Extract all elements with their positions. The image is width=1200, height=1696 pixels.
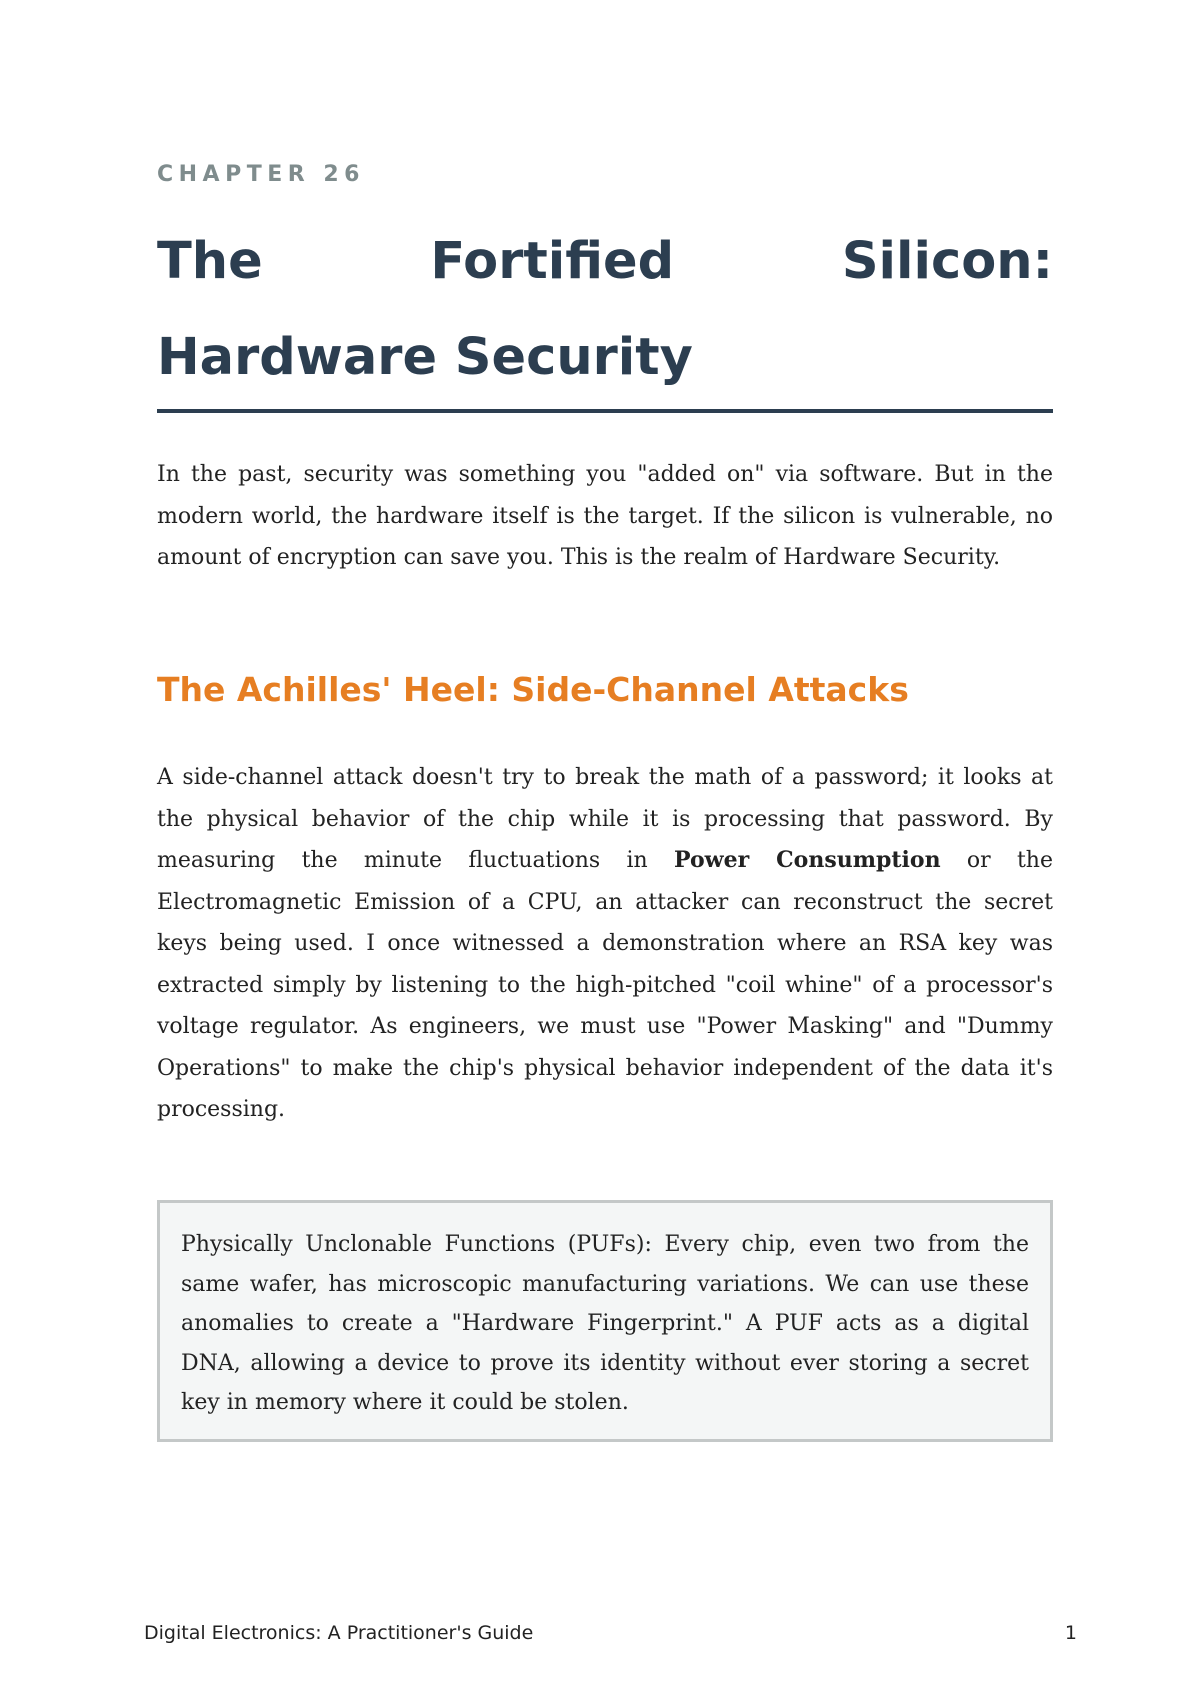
section-paragraph-bold: Power Consumption [674, 847, 941, 873]
section-paragraph [157, 757, 1053, 1131]
section-heading: The Achilles' Heel: Side-Channel Attacks [157, 670, 909, 709]
title-divider [157, 409, 1053, 413]
chapter-title [157, 214, 1053, 406]
page-number: 1 [1064, 1622, 1077, 1644]
chapter-title-word: The [157, 232, 263, 291]
callout-text: Physically Unclonable Functions (PUFs): Every chip, even two from the same wafer, has microscopic manufacturing variations. We can use these anomalies to create a "Hardware Fingerprint." A PUF acts as a digital DNA, allowing a device to prove its identity without ever storing a secret key in memory where it could be stolen. [181, 1232, 1029, 1415]
section-paragraph-text: A side-channel attack doesn't try to break the math of a password; it looks at the physical behavior of the chip while it is processing that password. By measuring the minute fluctuations in [157, 765, 1053, 873]
section-paragraph-text: or the Electromagnetic Emission of a CPU, an attacker can reconstruct the secret keys being used. I once witnessed a demonstration where an RSA key was extracted simply by listening to the high-pitched "coil whine" of a processor's voltage regulator. As engineers, we must use "Power Masking" and "Dummy Operations" to make the chip's physical behavior independent of the data it's processing. [157, 848, 1053, 1122]
footer-book-title: Digital Electronics: A Practitioner's Guide [144, 1622, 534, 1644]
chapter-title-word: Silicon: [841, 232, 1053, 291]
chapter-title-word: Fortified [430, 232, 675, 291]
callout-box [157, 1200, 1053, 1442]
intro-paragraph: In the past, security was something you "added on" via software. But in the modern world, the hardware itself is the target. If the silicon is vulnerable, no amount of encryption can save you. This is the realm of Hardware Security. [157, 462, 1053, 570]
chapter-label: CHAPTER 26 [157, 162, 365, 187]
chapter-title-line-2: Hardware Security [157, 328, 693, 387]
chapter-title-line-1 [157, 214, 1053, 310]
